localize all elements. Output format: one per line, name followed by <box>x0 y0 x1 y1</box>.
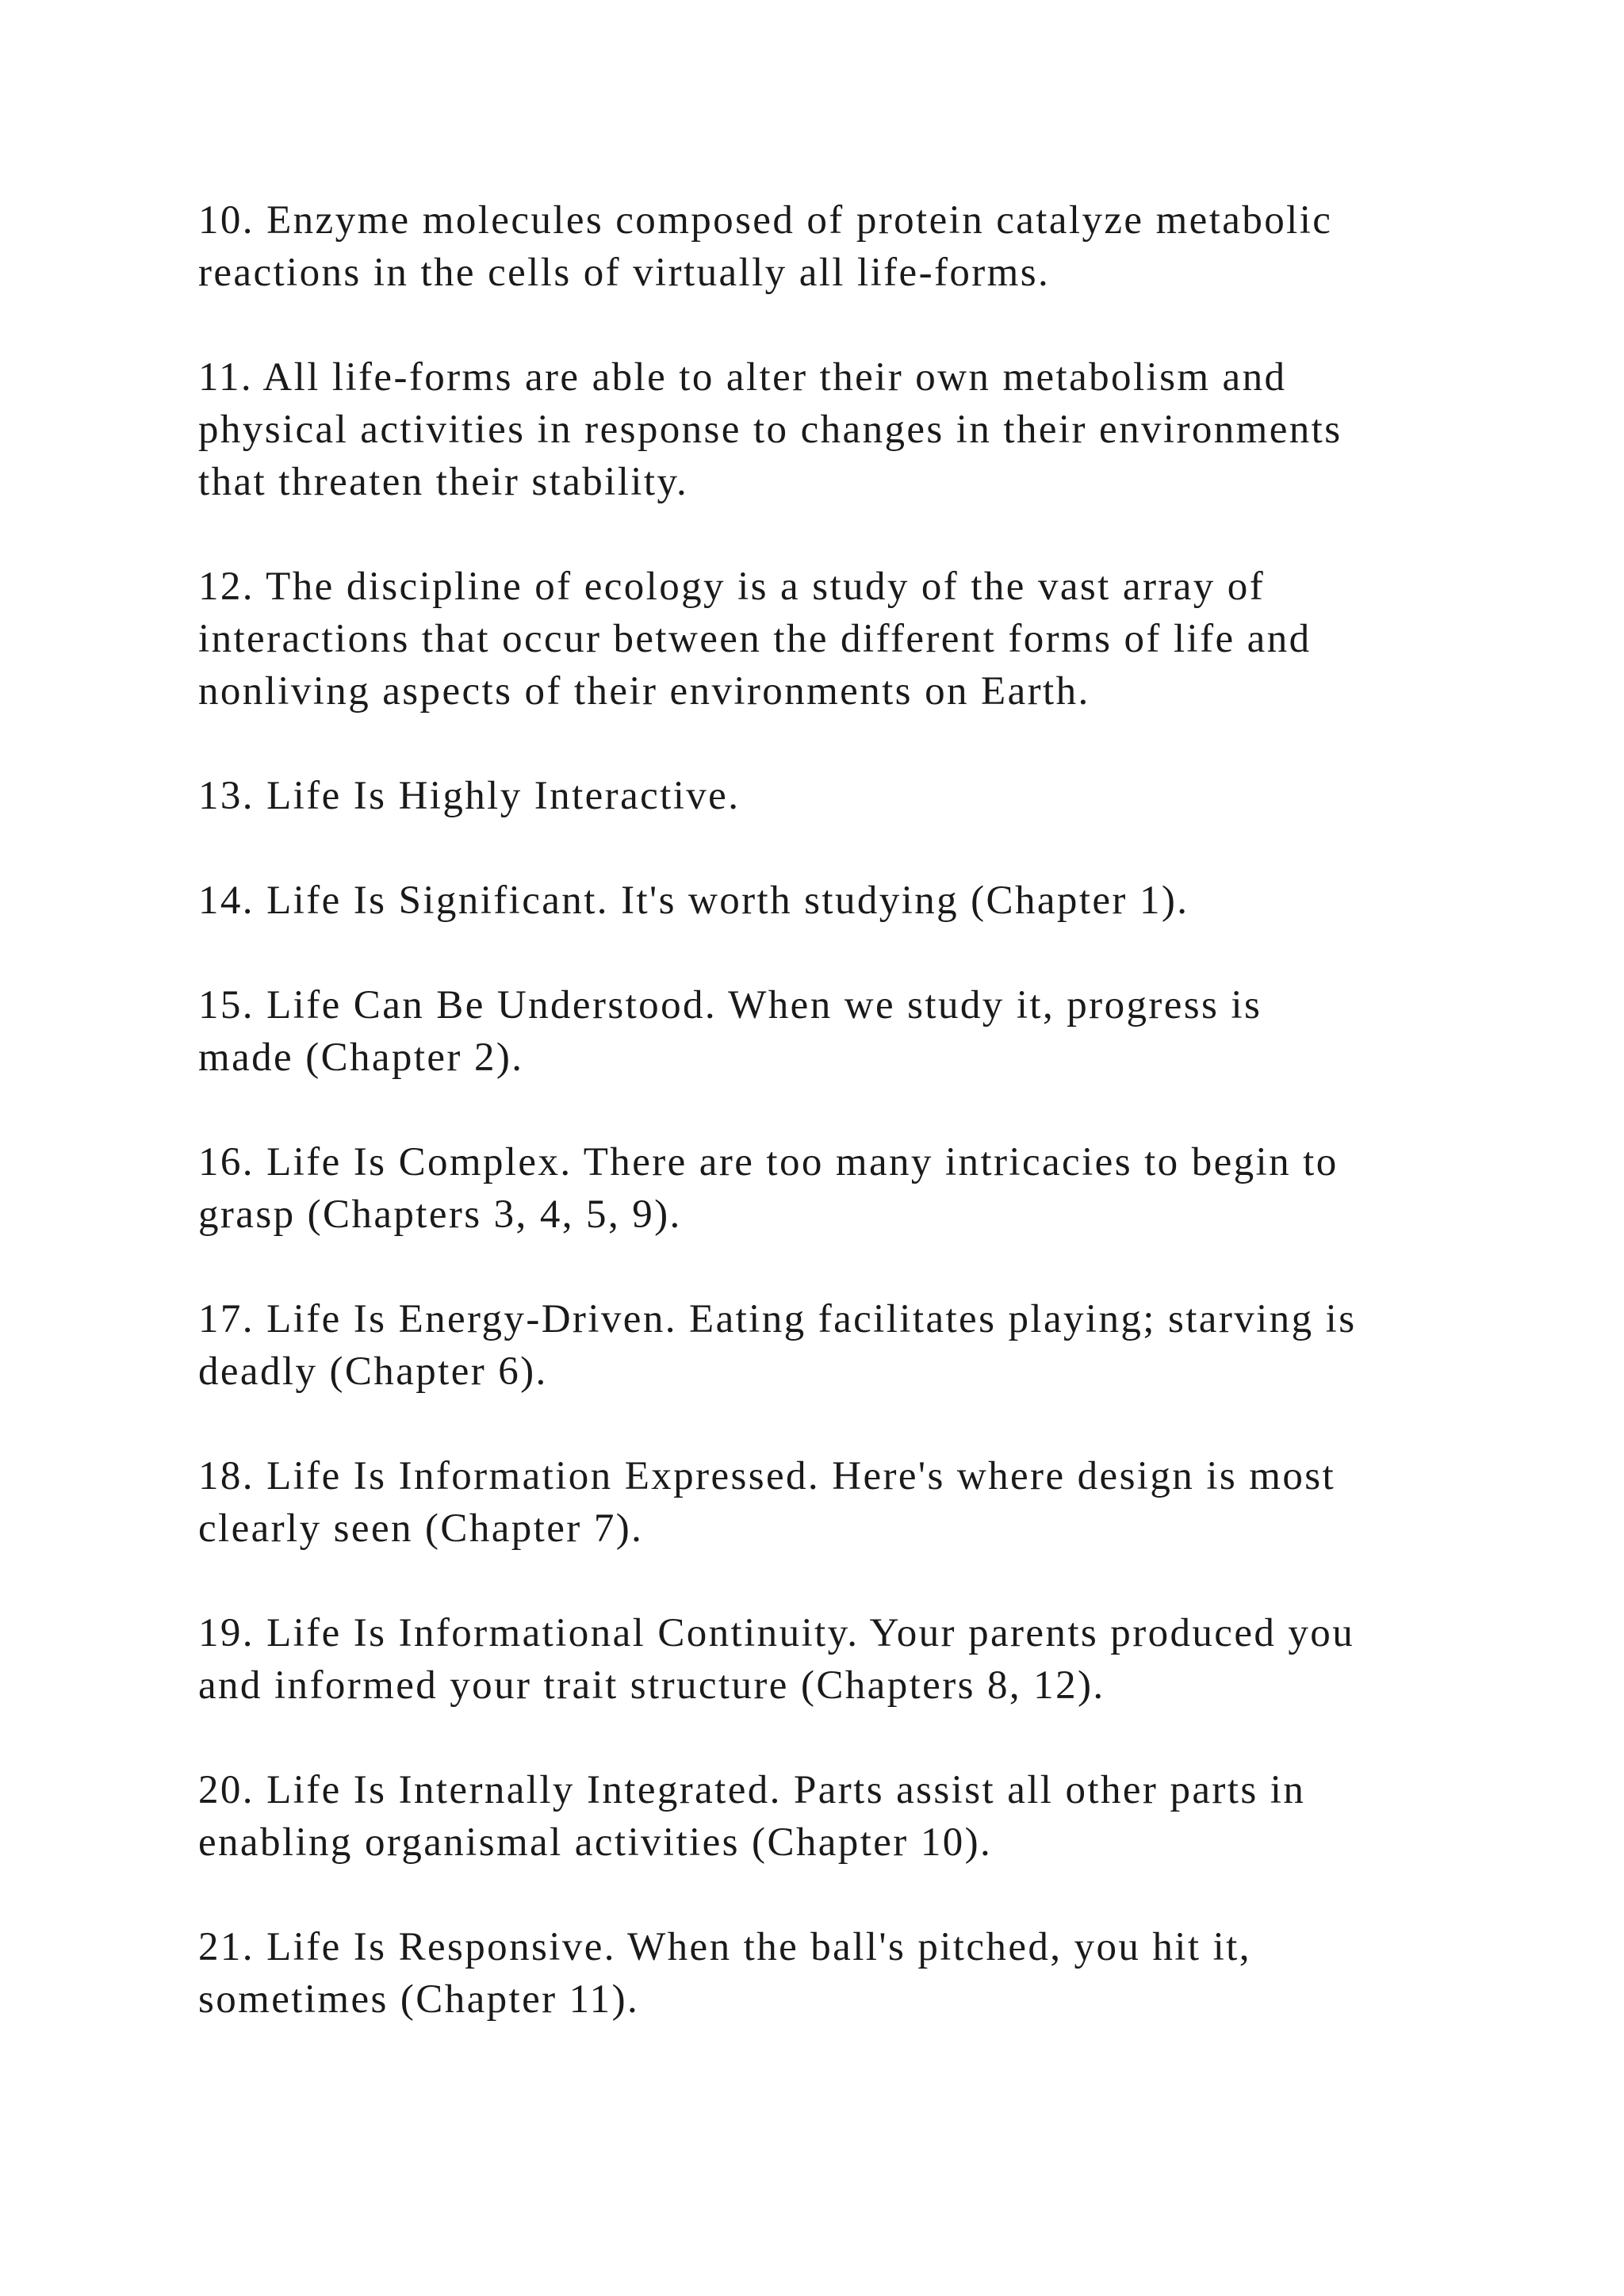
paragraph-13 <box>198 770 1483 822</box>
paragraph-line: 14. Life Is Significant. It's worth studying (Chapter 1). <box>198 878 1189 923</box>
paragraph-line: deadly (Chapter 6). <box>198 1349 548 1394</box>
paragraph-line: sometimes (Chapter 11). <box>198 1977 640 2022</box>
paragraph-line: 16. Life Is Complex. There are too many intricacies to begin to <box>198 1140 1339 1184</box>
paragraph-line: made (Chapter 2). <box>198 1035 524 1080</box>
paragraph-15 <box>198 979 1483 1084</box>
paragraph-line: 18. Life Is Information Expressed. Here's where design is most <box>198 1454 1336 1498</box>
paragraph-10 <box>198 194 1483 299</box>
paragraph-line: 12. The discipline of ecology is a study of the vast array of <box>198 564 1266 609</box>
paragraph-20 <box>198 1764 1483 1869</box>
paragraph-11 <box>198 351 1483 508</box>
paragraph-line: 19. Life Is Informational Continuity. Your parents produced you <box>198 1611 1355 1655</box>
paragraph-18 <box>198 1450 1483 1555</box>
paragraph-line: 11. All life-forms are able to alter their own metabolism and <box>198 355 1287 400</box>
paragraph-line: 10. Enzyme molecules composed of protein catalyze metabolic <box>198 198 1333 243</box>
paragraph-line: 20. Life Is Internally Integrated. Parts assist all other parts in <box>198 1768 1306 1812</box>
paragraph-line: nonliving aspects of their environments on Earth. <box>198 669 1090 714</box>
paragraph-line: 15. Life Can Be Understood. When we study it, progress is <box>198 983 1262 1027</box>
paragraph-16 <box>198 1136 1483 1241</box>
document-body <box>198 194 1483 2078</box>
paragraph-line: 17. Life Is Energy-Driven. Eating facilitates playing; starving is <box>198 1297 1357 1341</box>
paragraph-17 <box>198 1293 1483 1398</box>
paragraph-line: clearly seen (Chapter 7). <box>198 1506 644 1551</box>
paragraph-line: 21. Life Is Responsive. When the ball's pitched, you hit it, <box>198 1925 1251 1969</box>
paragraph-line: and informed your trait structure (Chapters 8, 12). <box>198 1663 1105 1708</box>
paragraph-line: physical activities in response to changes in their environments <box>198 408 1342 452</box>
paragraph-line: reactions in the cells of virtually all life-forms. <box>198 251 1051 295</box>
paragraph-14 <box>198 874 1483 927</box>
paragraph-19 <box>198 1607 1483 1712</box>
paragraph-line: that threaten their stability. <box>198 460 689 504</box>
paragraph-line: interactions that occur between the different forms of life and <box>198 617 1312 661</box>
paragraph-line: enabling organismal activities (Chapter 10). <box>198 1820 993 1865</box>
paragraph-line: grasp (Chapters 3, 4, 5, 9). <box>198 1192 682 1237</box>
paragraph-line: 13. Life Is Highly Interactive. <box>198 774 741 818</box>
paragraph-12 <box>198 561 1483 718</box>
paragraph-21 <box>198 1921 1483 2026</box>
